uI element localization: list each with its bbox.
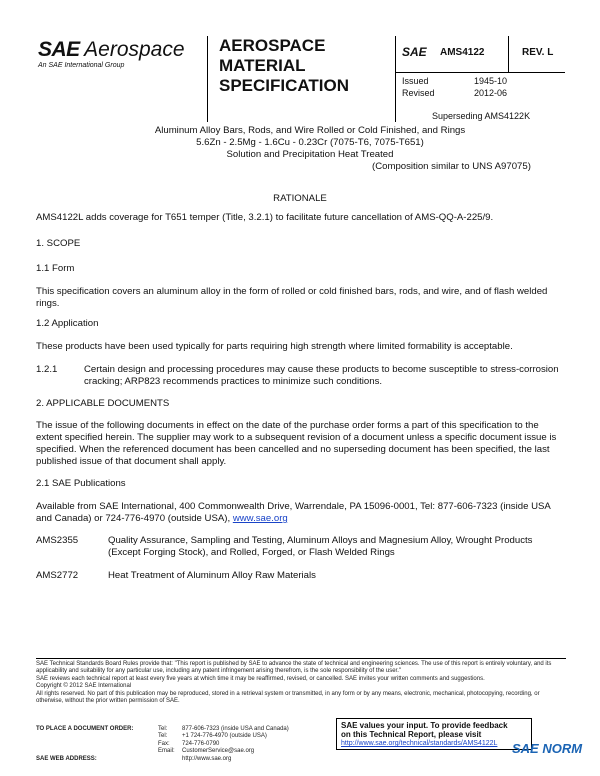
rationale-heading: RATIONALE: [273, 193, 327, 204]
tel-label: Tel:: [158, 726, 168, 732]
title-block: [100, 125, 520, 161]
title-line-2: 5.6Zn - 2.5Mg - 1.6Cu - 0.23Cr (7075-T6, 7075-T651): [196, 137, 424, 148]
section-2-1-heading: 2.1 SAE Publications: [36, 478, 126, 489]
order-info: [36, 726, 336, 763]
feedback-box: [336, 718, 532, 750]
section-2-text: The issue of the following documents in effect on the date of the purchase order forms a part of this specification to the extent specified herein. The supplier may work to a subsequent revision of a document unless a specific document issue is specified. When the referenced document has been cancelled and no superseding document has been specified, the last published issue of that document shall apply.: [36, 420, 557, 467]
ref-ams2772-text: Heat Treatment of Aluminum Alloy Raw Materials: [108, 570, 316, 581]
web-value[interactable]: http://www.sae.org: [182, 755, 232, 762]
sae-norm-watermark: [512, 741, 582, 756]
feedback-line-2: on this Technical Report, please visit: [341, 730, 482, 739]
title-line-1: Aluminum Alloy Bars, Rods, and Wire Rolled or Cold Finished, and Rings: [154, 125, 466, 136]
logo-brand: SAE: [38, 38, 80, 61]
footer-para-4: All rights reserved. No part of this publication may be reproduced, stored in a retrieval system or transmitted, in any form or by any means, electronic, mechanical, photocopying, recording, or otherwise, without the prior written permission of SAE.: [36, 690, 540, 705]
section-2-heading: 2. APPLICABLE DOCUMENTS: [36, 398, 170, 409]
spec-title: [219, 36, 349, 96]
section-1-1-text: This specification covers an aluminum alloy in the form of rolled or cold finished bars, rods, and wire, and of flash welded rings.: [36, 286, 548, 309]
footer-divider: [36, 658, 566, 659]
title-line-4: (Composition similar to UNS A97075): [372, 161, 531, 172]
ref-ams2772-code: AMS2772: [36, 570, 79, 581]
section-2-1-text: [36, 501, 566, 525]
section-1-heading: 1. SCOPE: [36, 238, 81, 249]
section-1-2-heading: 1.2 Application: [36, 318, 99, 329]
footer-para-3: Copyright © 2012 SAE International: [36, 683, 132, 690]
rationale-text: AMS4122L adds coverage for T651 temper (Title, 3.2.1) to facilitate future cancellation of AMS-QQ-A-225/9.: [36, 212, 494, 223]
tel-value: 877-606-7323 (inside USA and Canada): [182, 726, 289, 732]
tel2-value: +1 724-776-4970 (outside USA): [182, 733, 267, 740]
tel2-label: Tel:: [158, 733, 168, 740]
sae-website-link[interactable]: www.sae.org: [232, 513, 288, 524]
ref-ams2355-code: AMS2355: [36, 535, 79, 546]
header-divider-2: [395, 36, 396, 122]
doc-logo: SAE: [402, 45, 427, 59]
section-1-2-1-number: 1.2.1: [36, 364, 58, 375]
section-1-1-heading: 1.1 Form: [36, 263, 75, 274]
section-1-2-text: These products have been used typically for parts requiring high strength where limited formability is acceptable.: [36, 341, 513, 352]
logo-product: Aerospace: [84, 38, 185, 61]
revision: REV. L: [522, 47, 554, 58]
doc-number: AMS4122: [440, 47, 485, 58]
email-value[interactable]: CustomerService@sae.org: [182, 748, 255, 755]
header-hline: [395, 72, 565, 73]
spec-title-line-2: MATERIAL: [219, 56, 306, 75]
order-label: TO PLACE A DOCUMENT ORDER:: [36, 726, 134, 732]
feedback-link[interactable]: http://www.sae.org/technical/standards/AMS4122L: [341, 740, 498, 747]
superseding: Superseding AMS4122K: [432, 111, 531, 121]
spec-title-line-3: SPECIFICATION: [219, 76, 350, 95]
web-label: SAE WEB ADDRESS:: [36, 755, 97, 762]
revised-label: Revised: [402, 88, 435, 98]
issued-label: Issued: [402, 76, 429, 86]
footer-para-1: SAE Technical Standards Board Rules provide that: "This report is published by SAE to advance the state of technical and engineering sciences. The use of this report is entirely voluntary, and its applicability and suitability for any particular use, including any patent infringement arising therefrom, is the sole responsibility of the user.": [36, 661, 552, 675]
footer-notice: [36, 661, 566, 705]
title-line-3: Solution and Precipitation Heat Treated: [226, 149, 394, 160]
spec-title-line-1: AEROSPACE: [219, 36, 326, 55]
issued-value: 1945-10: [474, 76, 508, 86]
footer-para-2: SAE reviews each technical report at least every five years at which time it may be reaffirmed, revised, or cancelled. SAE invites your written comments and suggestions.: [36, 675, 485, 682]
ref-ams2355-text: Quality Assurance, Sampling and Testing, Aluminum Alloys and Magnesium Alloy, Wrought Products (Except Forging Stock), and Rolled, Forged, or Flash Welded Rings: [108, 535, 533, 558]
sae-logo: [38, 38, 185, 62]
header-divider-1: [207, 36, 208, 122]
section-1-2-1-text: Certain design and processing procedures may cause these products to become susceptible to stress-corrosion cracking; ARP823 recommends practices to minimize such conditions.: [84, 364, 559, 387]
header-divider-3: [508, 36, 509, 72]
section-2-1-body: Available from SAE International, 400 Commonwealth Drive, Warrendale, PA 15096-0001, Tel: 877-606-7323 (inside USA and Canada) or 724-776-4970 (outside USA),: [36, 501, 551, 524]
feedback-line-1: SAE values your input. To provide feedback: [341, 721, 508, 730]
fax-value: 724-776-0790: [182, 740, 220, 747]
logo-tagline: An SAE International Group: [38, 62, 125, 69]
fax-label: Fax:: [158, 740, 170, 747]
watermark-text: SAE NORM: [512, 741, 583, 756]
email-label: Email:: [158, 748, 175, 755]
revised-value: 2012-06: [474, 88, 508, 98]
